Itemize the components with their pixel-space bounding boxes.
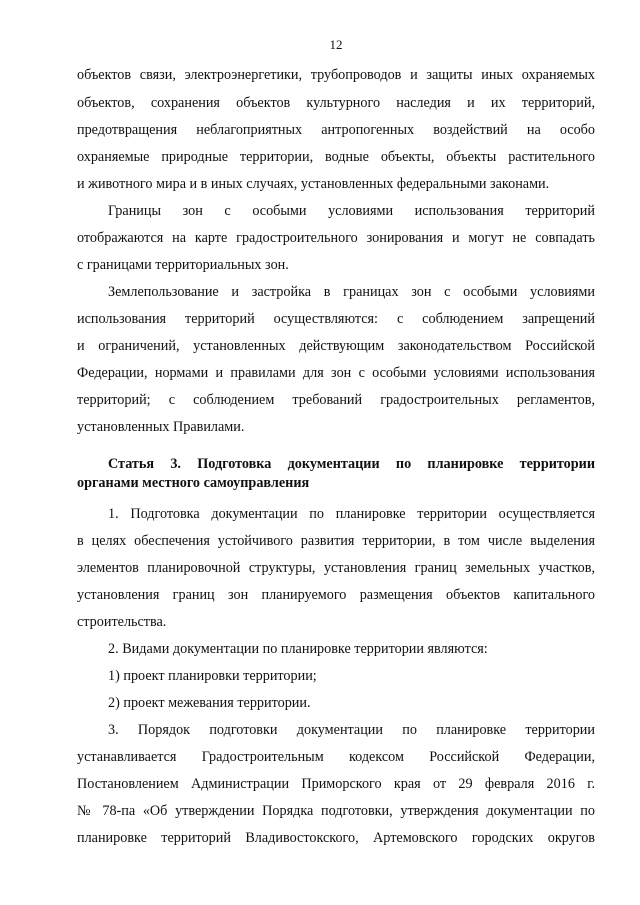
paragraph-line: объектов связи, электроэнергетики, трубопроводов и защиты иных охраняемых <box>77 67 595 83</box>
paragraph-line: 2. Видами документации по планировке территории являются: <box>108 641 488 657</box>
page-number: 12 <box>329 37 343 52</box>
paragraph-line: территорий; с соблюдением требований градостроительных регламентов, <box>77 392 595 408</box>
paragraph-line: охраняемые природные территории, водные объекты, объекты растительного <box>77 149 595 165</box>
paragraph-line: в целях обеспечения устойчивого развития территории, в том числе выделения <box>77 533 595 549</box>
paragraph-line: Федерации, нормами и правилами для зон с особыми условиями использования <box>77 365 595 381</box>
paragraph-line: объектов, сохранения объектов культурного наследия и их территорий, <box>77 95 595 111</box>
paragraph-line: использования территорий осуществляются: с соблюдением запрещений <box>77 311 595 327</box>
paragraph-line: установления границ зон планируемого размещения объектов капитального <box>77 587 595 603</box>
paragraph-line: отображаются на карте градостроительного зонирования и могут не совпадать <box>77 230 595 246</box>
paragraph-line: установленных Правилами. <box>77 419 245 435</box>
article-heading: Статья 3. Подготовка документации по планировке территории <box>108 456 595 472</box>
paragraph-line: и животного мира и в иных случаях, установленных федеральными законами. <box>77 176 550 192</box>
list-item: 2) проект межевания территории. <box>108 695 311 711</box>
paragraph-line: элементов планировочной структуры, установления границ земельных участков, <box>77 560 595 576</box>
paragraph-line: и ограничений, установленных действующим законодательством Российской <box>77 338 595 354</box>
paragraph-line: 3. Порядок подготовки документации по планировке территории <box>108 722 595 738</box>
paragraph-line: устанавливается Градостроительным кодексом Российской Федерации, <box>77 749 595 765</box>
paragraph-line: Землепользование и застройка в границах зон с особыми условиями <box>108 284 595 300</box>
paragraph-line: Постановлением Администрации Приморского края от 29 февраля 2016 г. <box>77 776 595 792</box>
paragraph-line: с границами территориальных зон. <box>77 257 289 273</box>
paragraph-line: предотвращения неблагоприятных антропогенных воздействий на особо <box>77 122 595 138</box>
article-heading: органами местного самоуправления <box>77 475 310 491</box>
list-item: 1) проект планировки территории; <box>108 668 317 684</box>
paragraph-line: планировке территорий Владивостокского, Артемовского городских округов <box>77 830 595 846</box>
paragraph-line: строительства. <box>77 614 167 630</box>
paragraph-line: Границы зон с особыми условиями использования территорий <box>108 203 595 219</box>
paragraph-line: 1. Подготовка документации по планировке территории осуществляется <box>108 506 595 522</box>
paragraph-line: № 78-па «Об утверждении Порядка подготовки, утверждения документации по <box>77 803 595 819</box>
